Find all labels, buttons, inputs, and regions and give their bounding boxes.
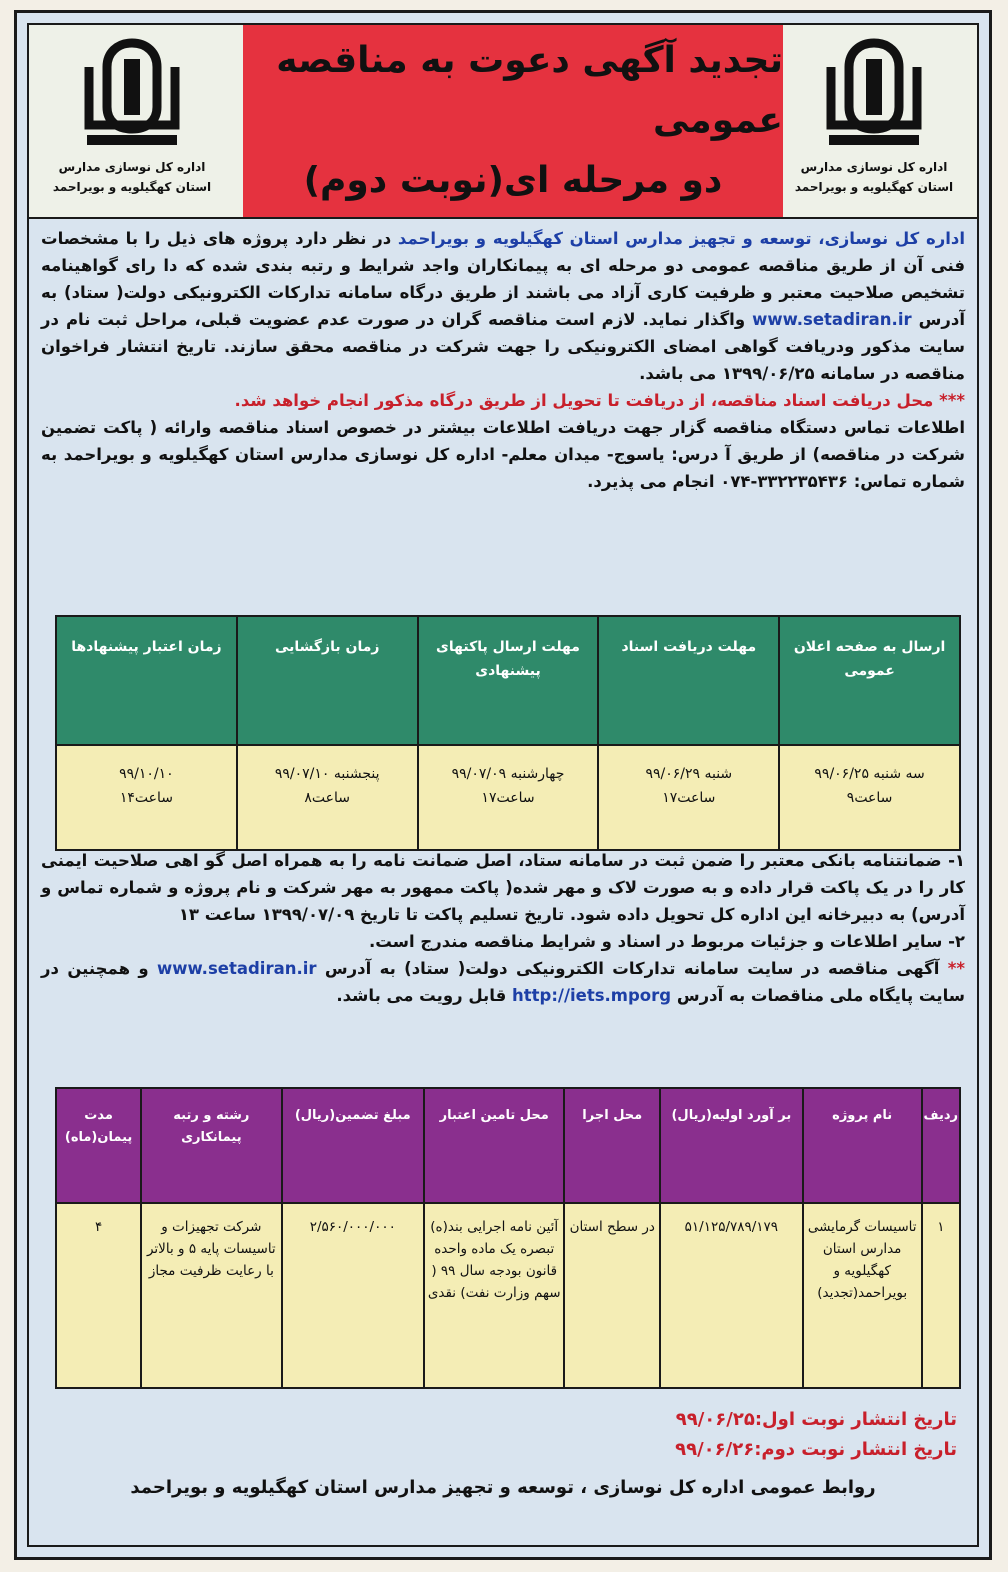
document-note	[41, 387, 965, 414]
table-header: ارسال به صفحه اعلان عمومی	[779, 616, 960, 745]
title-box	[243, 25, 783, 217]
table-header: نام پروژه	[803, 1088, 922, 1203]
terms-section	[41, 847, 965, 1009]
logo-left	[37, 37, 227, 213]
emblem-icon	[77, 37, 187, 157]
table-header: زمان بازگشایی	[237, 616, 418, 745]
term-3	[41, 955, 965, 1009]
table-cell: در سطح استان	[564, 1203, 660, 1388]
contact-paragraph: اطلاعات تماس دستگاه مناقصه گزار جهت دریافت اطلاعات بیشتر در خصوص اسناد مناقصه وارائه ( پاکت تضمین شرکت در مناقصه) از طریق آ درس: یاسوج- میدان معلم- اداره کل نوسازی مدارس استان کهگیلویه و بویراحمد به شماره تماس: ۳۳۲۲۳۵۴۳۶-۰۷۴ انجام می پذیرد.	[41, 418, 965, 491]
table-row	[56, 745, 960, 850]
logo-right	[779, 37, 969, 213]
table-header: رشته و رتبه پیمانکاری	[141, 1088, 281, 1203]
iets-link[interactable]: http://iets.mporg	[512, 986, 672, 1005]
intro-text-2: واگذار نماید. لازم است مناقصه گران در صورت عدم عضویت قبلی، مراحل ثبت نام در سایت مذکور ودریافت گواهی امضای الکترونیکی را جهت شرکت در مناقصه محقق سازند. تاریخ انتشار فراخوان مناقصه در سامانه ۱۳۹۹/۰۶/۲۵ می باشد.	[41, 310, 965, 383]
notice-page	[14, 10, 992, 1560]
intro-section	[41, 225, 965, 495]
footer: روابط عمومی اداره کل نوسازی ، توسعه و تجهیز مدارس استان کهگیلویه و بویراحمد	[130, 1477, 876, 1498]
cell-time: ساعت۱۷	[662, 790, 716, 806]
table-cell: شرکت تجهیزات و تاسیسات پایه ۵ و بالاتر با رعایت ظرفیت مجاز	[141, 1203, 281, 1388]
cell-date: پنجشنبه ۹۹/۰۷/۱۰	[274, 766, 380, 782]
table-header: محل تامین اعتبار	[424, 1088, 564, 1203]
schedule-table	[55, 615, 961, 851]
notice-subtitle: دو مرحله ای(نوبت دوم)	[303, 160, 723, 201]
logo-caption: اداره کل نوسازی مدارس	[58, 160, 206, 174]
logo-caption: اداره کل نوسازی مدارس	[800, 160, 948, 174]
table-cell	[418, 745, 599, 850]
table-cell: ۴	[56, 1203, 141, 1388]
cell-time: ساعت۸	[304, 790, 351, 806]
term-text: آگهی مناقصه در سایت سامانه تدارکات الکترونیکی دولت( ستاد) به آدرس	[316, 959, 948, 978]
table-header-row	[56, 616, 960, 745]
table-cell	[598, 745, 779, 850]
table-cell	[237, 745, 418, 850]
table-header: مبلغ تضمین(ریال)	[282, 1088, 425, 1203]
term-text: قابل رویت می باشد.	[336, 986, 512, 1005]
logo-caption: استان کهگیلویه و بویراحمد	[794, 180, 954, 194]
table-cell: تاسیسات گرمایشی مدارس استان کهگیلویه و بویراحمد(تجدید)	[803, 1203, 922, 1388]
table-header: بر آورد اولیه(ریال)	[660, 1088, 803, 1203]
publication-first: تاریخ انتشار نوبت اول:۹۹/۰۶/۲۵	[675, 1409, 957, 1430]
cell-date: ۹۹/۱۰/۱۰	[119, 766, 174, 782]
table-header: مهلت ارسال پاکتهای پیشنهادی	[418, 616, 599, 745]
notice-frame	[27, 23, 979, 1547]
cell-time: ساعت۱۷	[481, 790, 535, 806]
setad-link[interactable]: www.setadiran.ir	[157, 959, 317, 978]
table-header: ردیف	[922, 1088, 960, 1203]
cell-time: ساعت۱۴	[119, 790, 173, 806]
publication-dates	[675, 1405, 957, 1465]
table-cell: آئین نامه اجرایی بند(ه) تبصره یک ماده واحده قانون بودجه سال ۹۹ ( سهم وزارت نفت) نقدی	[424, 1203, 564, 1388]
table-header: محل اجرا	[564, 1088, 660, 1203]
table-cell	[779, 745, 960, 850]
stars: **	[947, 959, 966, 978]
table-header-row	[56, 1088, 960, 1203]
notice-title: تجدید آگهی دعوت به مناقصه عمومی	[276, 40, 783, 141]
term-text: و همچنین در سایت پایگاه ملی مناقصات به آدرس	[41, 959, 965, 1005]
intro-paragraph	[41, 225, 965, 387]
table-header: مهلت دریافت اسناد	[598, 616, 779, 745]
term-1: ۱- ضمانتنامه بانکی معتبر را ضمن ثبت در سامانه ستاد، اصل ضمانت نامه را به همراه اصل گو اهی صلاحیت ایمنی کار را در یک پاکت قرار داده و به صورت لاک و مهر شده( پاکت ممهور به مهر شرکت و نام پروژه و شماره تماس و آدرس) به دبیرخانه این اداره کل تحویل داده شود. تاریخ تسلیم پاکت تا تاریخ ۱۳۹۹/۰۷/۰۹ ساعت ۱۳	[41, 851, 965, 924]
setad-link[interactable]: www.setadiran.ir	[752, 310, 912, 329]
publication-second: تاریخ انتشار نوبت دوم:۹۹/۰۶/۲۶	[675, 1439, 957, 1460]
table-cell	[56, 745, 237, 850]
stars: ***	[939, 391, 965, 410]
table-cell: ۱	[922, 1203, 960, 1388]
cell-date: سه شنبه ۹۹/۰۶/۲۵	[814, 766, 925, 782]
logo-caption: استان کهگیلویه و بویراحمد	[52, 180, 212, 194]
cell-time: ساعت۹	[846, 790, 893, 806]
table-cell: ۲/۵۶۰/۰۰۰/۰۰۰	[282, 1203, 425, 1388]
table-row	[56, 1203, 960, 1388]
intro-text: در نظر دارد پروژه های ذیل را با مشخصات فنی آن از طریق مناقصه عمومی دو مرحله ای به پیمانکاران واجد شرایط و رتبه بندی شده که دا رای گواهینامه تشخیص صلاحیت معتبر و ظرفیت کاری آزاد می باشند از طریق درگاه سامانه تدارکات الکترونیکی دولت( ستاد) به آدرس	[41, 229, 966, 329]
note-text: محل دریافت اسناد مناقصه، از دریافت تا تحویل از طریق درگاه مذکور انجام خواهد شد.	[234, 391, 940, 410]
org-name: اداره کل نوسازی، توسعه و تجهیز مدارس استان کهگیلویه و بویراحمد	[397, 229, 965, 248]
header	[29, 25, 977, 219]
table-cell: ۵۱/۱۲۵/۷۸۹/۱۷۹	[660, 1203, 803, 1388]
cell-date: چهارشنبه ۹۹/۰۷/۰۹	[451, 766, 565, 782]
cell-date: شنبه ۹۹/۰۶/۲۹	[645, 766, 733, 782]
table-header: زمان اعتبار پیشنهادها	[56, 616, 237, 745]
emblem-icon	[819, 37, 929, 157]
term-2: ۲- سایر اطلاعات و جزئیات مربوط در اسناد و شرایط مناقصه مندرج است.	[368, 932, 965, 951]
projects-table	[55, 1087, 961, 1389]
table-header: مدت پیمان(ماه)	[56, 1088, 141, 1203]
